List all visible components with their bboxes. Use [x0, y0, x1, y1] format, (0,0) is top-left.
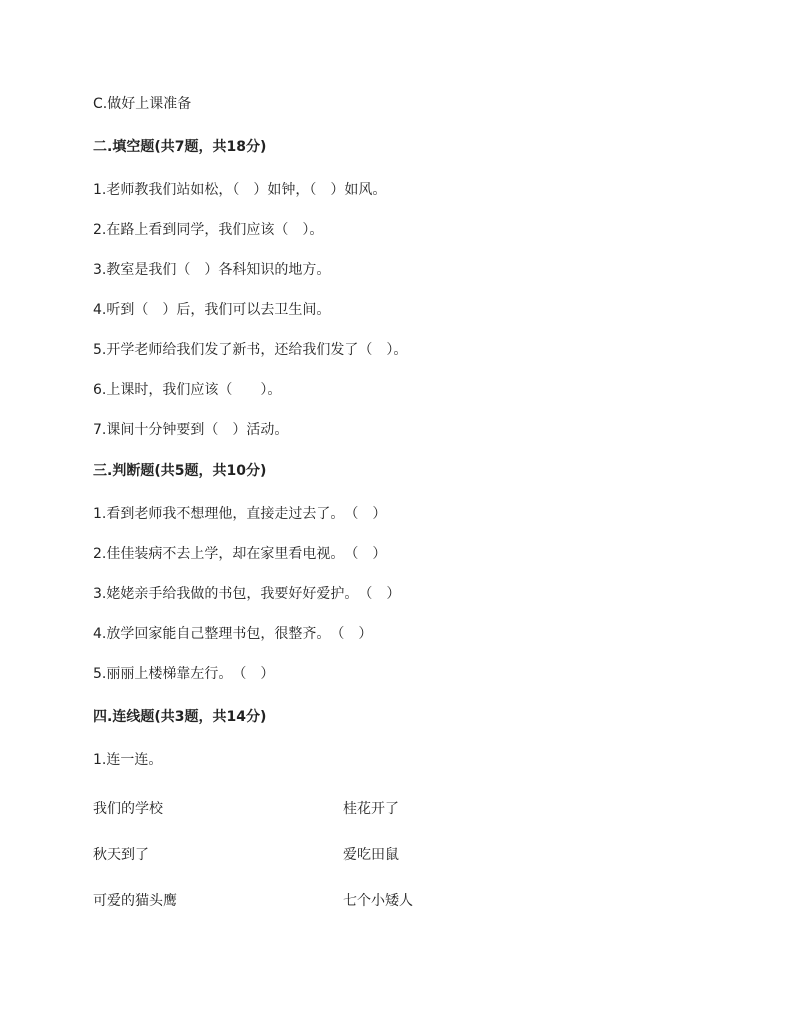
fill-blank-question-7: 7.课间十分钟要到（ ）活动。: [93, 422, 289, 438]
matching-left-item-2: 秋天到了: [93, 847, 149, 863]
fill-blank-question-1: 1.老师教我们站如松，（ ）如钟，（ ）如风。: [93, 182, 387, 198]
section-matching-heading: 四.连线题(共3题，共14分): [93, 709, 267, 725]
section-fill-blank-heading: 二.填空题(共7题，共18分): [93, 139, 267, 155]
judgement-question-2: 2.佳佳装病不去上学，却在家里看电视。 （ ）: [93, 546, 387, 562]
fill-blank-question-4: 4.听到（ ）后，我们可以去卫生间。: [93, 302, 331, 318]
judgement-question-3: 3.姥姥亲手给我做的书包，我要好好爱护。 （ ）: [93, 586, 401, 602]
fill-blank-question-2: 2.在路上看到同学，我们应该（ ）。: [93, 222, 324, 238]
matching-right-item-1: 桂花开了: [343, 801, 399, 817]
matching-question-1: 1.连一连。: [93, 752, 163, 768]
fill-blank-question-3: 3.教室是我们（ ）各科知识的地方。: [93, 262, 331, 278]
judgement-question-5: 5.丽丽上楼梯靠左行。 （ ）: [93, 666, 275, 682]
option-c: C.做好上课准备: [93, 96, 192, 112]
matching-left-item-3: 可爱的猫头鹰: [93, 893, 177, 909]
matching-right-item-3: 七个小矮人: [343, 893, 413, 909]
matching-right-item-2: 爱吃田鼠: [343, 847, 399, 863]
fill-blank-question-6: 6.上课时，我们应该（ ）。: [93, 382, 282, 398]
judgement-question-4: 4.放学回家能自己整理书包，很整齐。 （ ）: [93, 626, 373, 642]
fill-blank-question-5: 5.开学老师给我们发了新书，还给我们发了（ ）。: [93, 342, 408, 358]
judgement-question-1: 1.看到老师我不想理他，直接走过去了。 （ ）: [93, 506, 387, 522]
matching-left-item-1: 我们的学校: [93, 801, 163, 817]
section-judgement-heading: 三.判断题(共5题，共10分): [93, 463, 267, 479]
